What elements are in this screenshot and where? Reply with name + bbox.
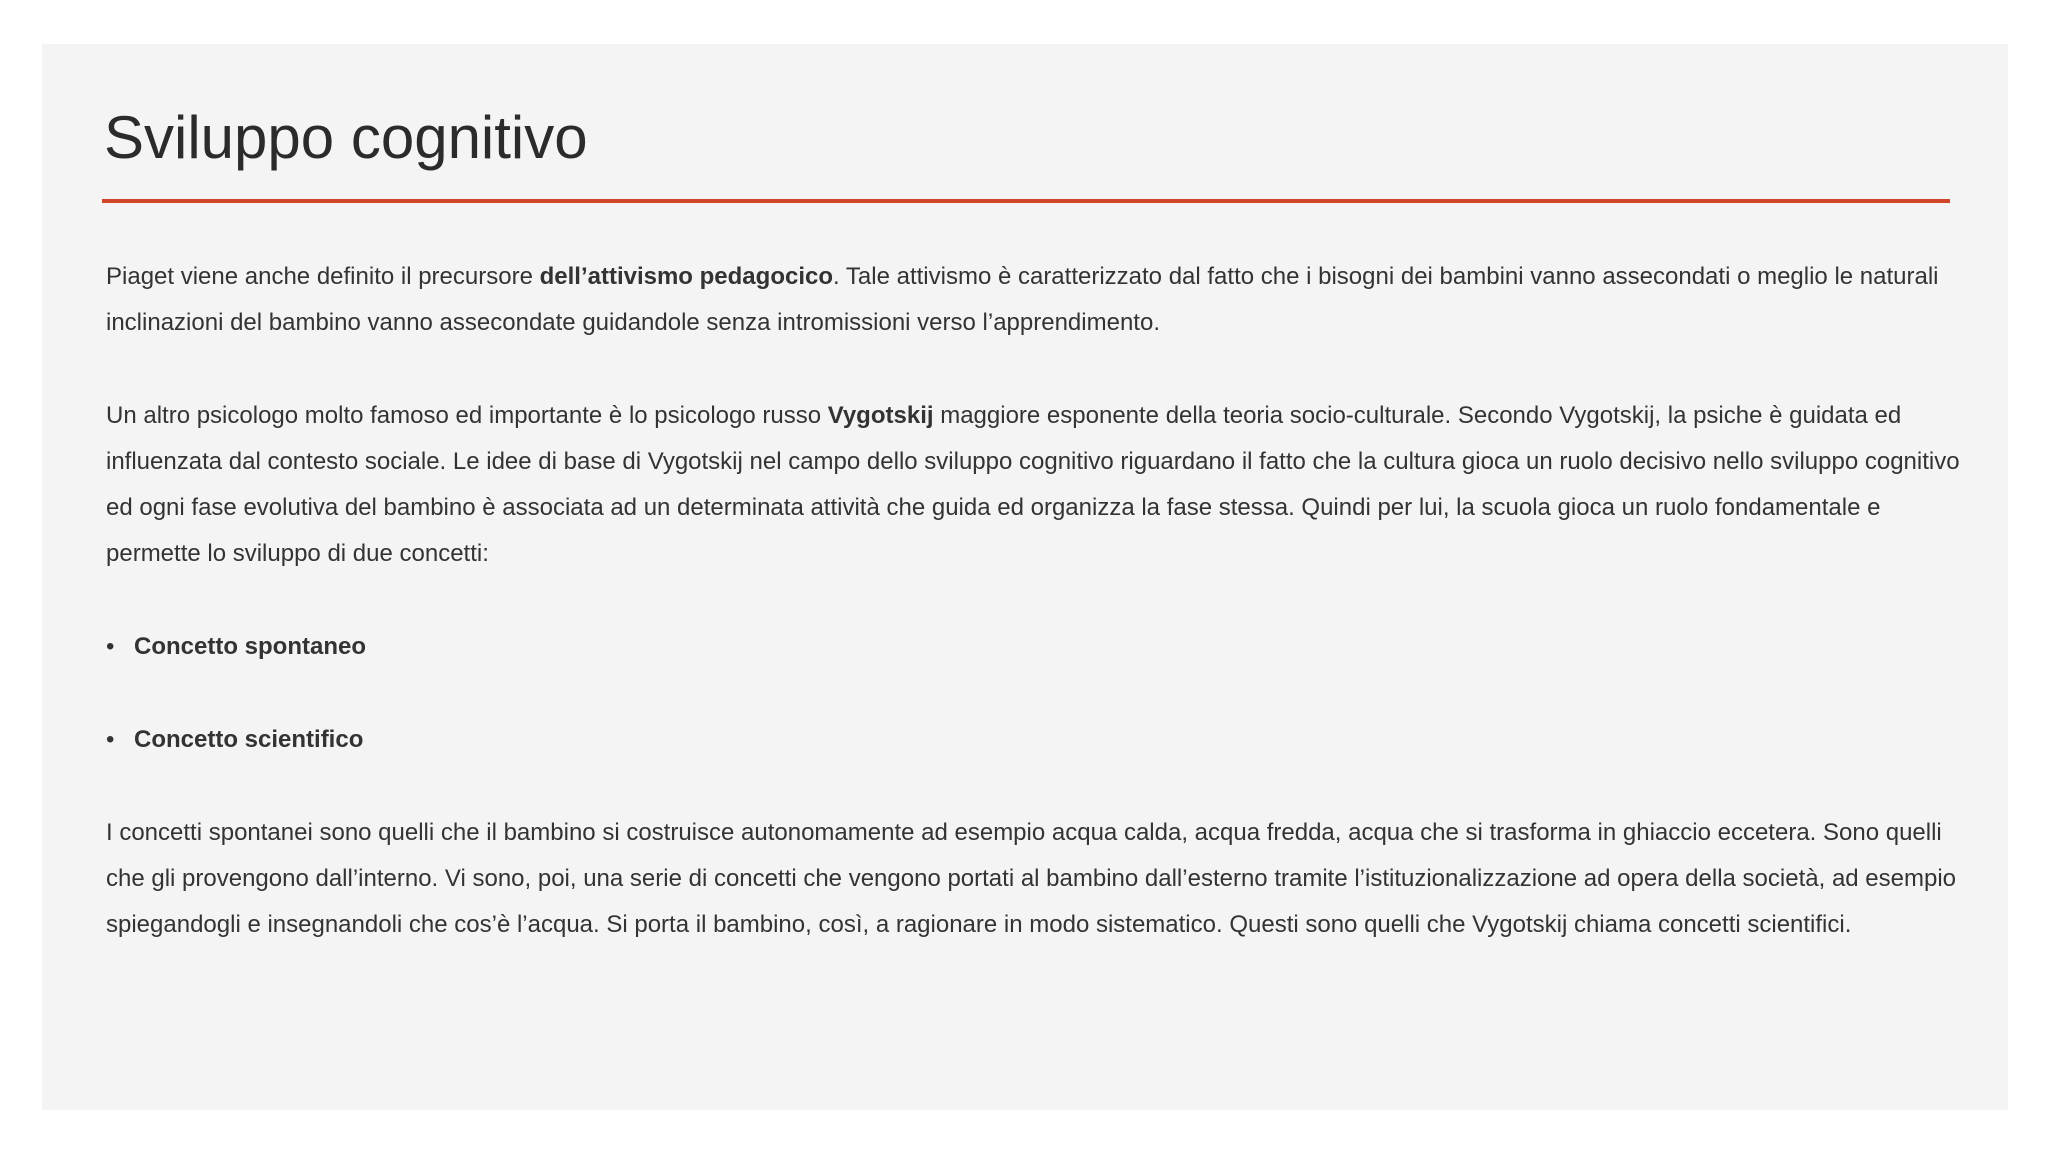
paragraph-piaget-text-2: . Tale attivismo è caratterizzato dal fatto che i bisogni dei bambini vanno assecondati o meglio le naturali inclinazioni del bambino vanno assecondate guidandole senza intromissioni verso l’apprendimento. bbox=[106, 263, 1939, 336]
slide-title: Sviluppo cognitivo bbox=[104, 104, 588, 171]
paragraph-vygotskij bbox=[106, 393, 1961, 577]
paragraph-vygotskij-bold: Vygotskij bbox=[827, 402, 934, 429]
paragraph-piaget-bold: dell’attivismo pedagocico bbox=[539, 263, 833, 290]
bullet-label: Concetto scientifico bbox=[134, 726, 364, 753]
bullet-label: Concetto spontaneo bbox=[134, 633, 366, 660]
paragraph-vygotskij-text-1: Un altro psicologo molto famoso ed importante è lo psicologo russo bbox=[106, 402, 828, 429]
bullet-dot-icon: • bbox=[106, 633, 115, 660]
spacer bbox=[106, 670, 1961, 717]
paragraph-piaget bbox=[106, 254, 1961, 346]
spacer bbox=[106, 577, 1961, 624]
slide bbox=[42, 44, 2008, 1110]
bullet-item-scientifico bbox=[106, 717, 1961, 763]
paragraph-vygotskij-text-2: maggiore esponente della teoria socio-culturale. Secondo Vygotskij, la psiche è guidata ed influenzata dal contesto sociale. Le idee di base di Vygotskij nel campo dello sviluppo cognitivo riguardano il fatto che la cultura gioca un ruolo decisivo nello sviluppo cognitivo ed ogni fase evolutiva del bambino è associata ad un determinata attività che guida ed organizza la fase stessa. Quindi per lui, la scuola gioca un ruolo fondamentale e permette lo sviluppo di due concetti: bbox=[106, 402, 1960, 567]
spacer bbox=[106, 346, 1961, 393]
title-underline bbox=[102, 199, 1950, 203]
paragraph-piaget-text-1: Piaget viene anche definito il precursore bbox=[106, 263, 540, 290]
bullet-dot-icon: • bbox=[106, 726, 115, 753]
bullet-item-spontaneo bbox=[106, 624, 1961, 670]
spacer bbox=[106, 763, 1961, 810]
paragraph-concetti: I concetti spontanei sono quelli che il bambino si costruisce autonomamente ad esempio acqua calda, acqua fredda, acqua che si trasforma in ghiaccio eccetera. Sono quelli che gli provengono dall’interno. Vi sono, poi, una serie di concetti che vengono portati al bambino dall’esterno tramite l’istituzionalizzazione ad opera della società, ad esempio spiegandogli e insegnandoli che cos’è l’acqua. Si porta il bambino, così, a ragionare in modo sistematico. Questi sono quelli che Vygotskij chiama concetti scientifici. bbox=[106, 819, 1957, 938]
slide-body bbox=[106, 254, 1961, 948]
